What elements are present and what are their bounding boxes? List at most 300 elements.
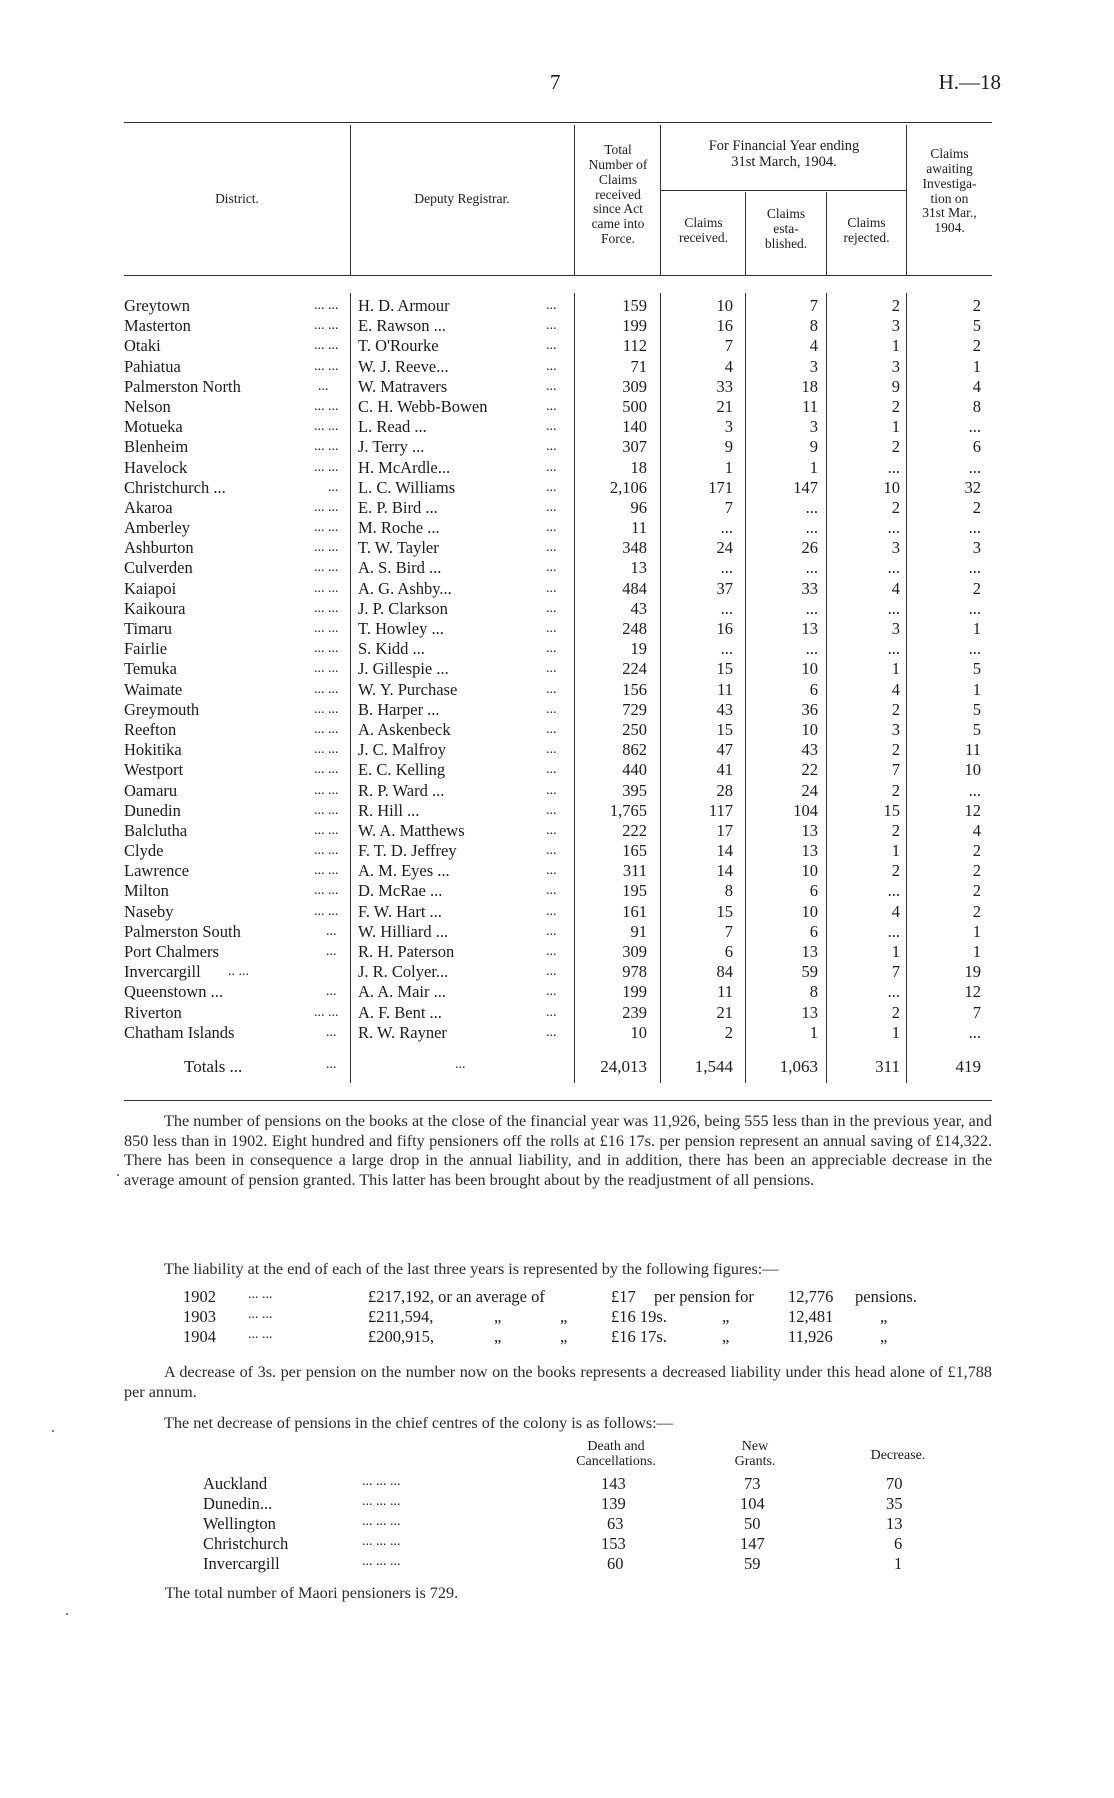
district-cell: Kaiapoi (124, 578, 177, 598)
header-established-line: esta- (773, 220, 799, 236)
leader-dots: ... (546, 1024, 557, 1040)
leader-dots: ... (546, 641, 557, 657)
registrar-cell: H. D. Armour (358, 296, 450, 315)
liability-count: 12,776 (788, 1287, 834, 1306)
registrar-cell: R. P. Ward ... (358, 780, 445, 800)
header-claims-received (662, 216, 745, 246)
grants-value: 73 (744, 1474, 761, 1493)
total-cell: 1,765 (609, 800, 647, 820)
district-cell: Dunedin (124, 800, 181, 820)
table-row (0, 478, 1114, 498)
total-cell: 250 (622, 719, 647, 739)
district-cell: Milton (124, 881, 169, 901)
received-cell: ... (720, 558, 733, 578)
leader-dots: ... (328, 479, 339, 495)
table-row (0, 357, 1114, 377)
leader-dots: ... (546, 681, 557, 697)
leader-dots: ... (546, 984, 557, 1000)
rejected-cell: 3 (891, 538, 900, 558)
awaiting-cell: ... (968, 518, 981, 538)
table-bottom-rule (124, 1100, 992, 1101)
district-cell: Chatham Islands (124, 1022, 235, 1042)
district-cell: Balclutha (124, 820, 188, 840)
rejected-cell: ... (887, 558, 900, 578)
leader-dots: ... (546, 479, 557, 495)
leader-dots: ... (546, 701, 557, 717)
received-cell: 7 (724, 921, 733, 941)
established-cell: 1 (809, 457, 818, 477)
total-cell: 165 (622, 841, 647, 861)
registrar-cell: E. P. Bird ... (358, 497, 438, 517)
established-cell: 13 (801, 841, 818, 861)
decrease-value: 6 (894, 1534, 903, 1553)
rejected-cell: 2 (891, 740, 900, 760)
established-cell: 7 (809, 296, 818, 315)
grants-value: 104 (740, 1494, 765, 1513)
leader-dots: ... ... (314, 298, 339, 313)
received-cell: 16 (716, 316, 733, 336)
liability-year: 1902 (183, 1287, 216, 1306)
awaiting-cell: 8 (972, 396, 981, 416)
registrar-cell: W. Hilliard ... (358, 921, 449, 941)
leader-dots: ... (546, 944, 557, 959)
totals-label: Totals ... (184, 1057, 243, 1076)
leader-dots: ... ... (314, 398, 339, 414)
received-cell: 2 (724, 1022, 733, 1042)
table-row (0, 861, 1114, 881)
table-row (0, 639, 1114, 659)
district-cell: Invercargill (124, 962, 201, 982)
registrar-cell: R. Hill ... (358, 800, 420, 820)
table-top-rule (124, 122, 992, 123)
decrease-value: 70 (886, 1474, 903, 1493)
total-cell: 395 (622, 780, 647, 800)
received-cell: 117 (708, 800, 733, 820)
liability-end: pensions. (855, 1287, 917, 1306)
ditto-mark: „ (560, 1327, 568, 1346)
awaiting-cell: 1 (972, 942, 981, 961)
registrar-cell: W. Matravers (358, 376, 448, 396)
header-claims-rejected (827, 216, 906, 246)
district-cell: Otaki (124, 336, 161, 356)
district-cell: Amberley (124, 518, 190, 538)
header-received-line: received. (678, 229, 729, 245)
awaiting-cell: 11 (965, 740, 981, 760)
rejected-cell: 2 (891, 497, 900, 517)
established-cell: ... (805, 639, 818, 659)
table-row (0, 760, 1114, 780)
table-header-rule (124, 275, 992, 276)
rejected-cell: 1 (891, 942, 900, 961)
leader-dots: ... ... (314, 681, 339, 697)
leader-dots: ... (546, 621, 557, 636)
liability-year: 1903 (183, 1307, 216, 1326)
received-cell: 84 (716, 962, 733, 982)
total-cell: 222 (622, 820, 647, 840)
received-cell: 16 (716, 619, 733, 638)
registrar-cell: W. J. Reeve... (358, 356, 449, 376)
leader-dots: ... (318, 378, 329, 394)
table-row (0, 377, 1114, 397)
leader-dots: ... ... (314, 560, 339, 576)
registrar-cell: B. Harper ... (358, 699, 440, 719)
awaiting-cell: 19 (964, 962, 981, 982)
rejected-cell: 1 (891, 1022, 900, 1042)
liability-average: £16 19s. (611, 1307, 667, 1326)
leader-dots: ... (546, 863, 557, 879)
established-cell: ... (805, 497, 818, 517)
header-claims-established (746, 207, 826, 252)
awaiting-cell: ... (968, 417, 981, 437)
grants-value: 50 (744, 1514, 761, 1533)
table-row (0, 962, 1114, 982)
district-cell: Fairlie (124, 639, 168, 659)
table-row (0, 720, 1114, 740)
district-cell: Oamaru (124, 780, 178, 800)
registrar-cell: W. Y. Purchase (358, 679, 458, 699)
rejected-cell: ... (887, 639, 900, 659)
received-cell: 24 (716, 538, 733, 558)
leader-dots: ... (546, 358, 557, 374)
table-row (0, 821, 1114, 841)
total-cell: 239 (622, 1002, 647, 1022)
rejected-cell: 1 (891, 659, 900, 679)
liability-row (0, 1307, 1114, 1327)
established-cell: 1 (809, 1022, 818, 1042)
district-cell: Motueka (124, 417, 183, 437)
header-awaiting-line: tion on (930, 190, 969, 206)
awaiting-cell: 2 (972, 861, 981, 881)
leader-dots: ... (546, 721, 557, 737)
leader-dots: ... (546, 459, 557, 475)
header-death-cancellations (556, 1439, 676, 1470)
awaiting-cell: 5 (972, 659, 981, 679)
header-total-line: Total (604, 142, 632, 157)
header-established-line: Claims (766, 206, 806, 221)
scan-speck (52, 1430, 54, 1432)
leader-dots: ... (546, 419, 557, 435)
leader-dots: ... ... (314, 802, 339, 818)
table-row (0, 1003, 1114, 1023)
rejected-cell: 1 (891, 417, 900, 437)
district-cell: Greymouth (124, 699, 200, 719)
ditto-mark: „ (722, 1307, 730, 1326)
leader-dots: ... ... ... (362, 1534, 401, 1549)
established-cell: 3 (809, 356, 818, 376)
leader-dots: ... ... (314, 903, 339, 919)
district-cell: Culverden (124, 558, 193, 578)
leader-dots: ... ... (314, 762, 339, 778)
ditto-mark: „ (880, 1327, 888, 1346)
decrease-value: 1 (894, 1554, 903, 1573)
header-total-line: came into (591, 216, 645, 232)
total-cell: 2,106 (609, 477, 647, 497)
leader-dots: ... ... (248, 1307, 273, 1322)
leader-dots: ... ... (314, 580, 339, 596)
registrar-cell: E. C. Kelling (358, 760, 446, 780)
district-cell: Palmerston South (124, 921, 241, 941)
total-cell: 156 (622, 679, 647, 699)
liability-count: 11,926 (788, 1327, 833, 1346)
established-cell: 33 (801, 578, 818, 598)
registrar-cell: A. A. Mair ... (358, 982, 446, 1002)
header-total-line: Number of (588, 156, 648, 172)
leader-dots: ... (546, 802, 557, 818)
header-fy-line: For Financial Year ending (708, 138, 860, 154)
table-row (0, 659, 1114, 679)
liability-count: 12,481 (788, 1307, 834, 1326)
district-cell: Naseby (124, 901, 174, 921)
awaiting-cell: 2 (972, 881, 981, 901)
total-cell: 161 (622, 901, 647, 921)
received-cell: ... (720, 598, 733, 618)
total-cell: 112 (622, 336, 647, 356)
rejected-cell: ... (887, 881, 900, 901)
total-cell: 309 (622, 942, 647, 961)
awaiting-cell: 2 (972, 901, 981, 921)
leader-dots: ... ... (314, 358, 339, 374)
registrar-cell: T. W. Tayler (358, 538, 439, 558)
awaiting-cell: ... (968, 1022, 981, 1042)
rejected-cell: ... (887, 598, 900, 618)
registrar-cell: L. C. Williams (358, 477, 456, 497)
established-cell: 59 (801, 962, 818, 982)
registrar-cell: R. H. Paterson (358, 942, 455, 961)
leader-dots: ... (546, 298, 557, 313)
leader-dots: ... ... (248, 1287, 273, 1302)
leader-dots: ... ... (314, 338, 339, 354)
rejected-cell: 4 (891, 679, 900, 699)
paragraph-pensions-on-books: The number of pensions on the books at the close of the financial year was 11,926, being 555 less than in the previous year, and 850 less than in 1902. Eight hundred and fifty pensioners off the rolls at £16 17s. per pension represent an annual saving of £14,322. There has been in consequence a large drop in the annual liability, and in addition, there has been an appreciable decrease in the average amount of pension granted. This latter has been brought about by the readjustment of all pensions. (124, 1112, 992, 1189)
fy-group-rule (660, 190, 906, 191)
totals-registrar: ... (455, 1057, 466, 1072)
leader-dots: ... ... (314, 439, 339, 455)
leader-dots: ... ... (314, 782, 339, 798)
registrar-cell: E. Rawson ... (358, 316, 446, 336)
table-row (0, 397, 1114, 417)
received-cell: 37 (716, 578, 733, 598)
awaiting-cell: 2 (972, 578, 981, 598)
leader-dots: ... (546, 338, 557, 354)
rejected-cell: 10 (883, 477, 900, 497)
rejected-cell: 3 (891, 619, 900, 638)
established-cell: 10 (801, 659, 818, 679)
registrar-cell: T. Howley ... (358, 619, 444, 638)
district-cell: Palmerston North (124, 376, 241, 396)
established-cell: 6 (809, 921, 818, 941)
col-divider-2-header (574, 125, 575, 275)
leader-dots: ... ... (314, 883, 339, 899)
document-code: H.—18 (938, 70, 1001, 94)
established-cell: 4 (809, 336, 818, 356)
leader-dots: ... (326, 1024, 337, 1040)
ditto-mark: „ (560, 1307, 568, 1326)
header-claims-awaiting (907, 147, 992, 236)
leader-dots: ... (546, 762, 557, 778)
district-cell: Ashburton (124, 538, 194, 558)
table-row (0, 336, 1114, 356)
awaiting-cell: 4 (972, 376, 981, 396)
paragraph-decrease: A decrease of 3s. per pension on the number now on the books represents a decreased liability under this head alone of £1,788 per annum. (124, 1363, 992, 1401)
established-cell: 13 (801, 820, 818, 840)
rejected-cell: 1 (891, 336, 900, 356)
leader-dots: ... ... (314, 621, 339, 636)
district-cell: Riverton (124, 1002, 182, 1022)
header-awaiting-line: 1904. (934, 220, 965, 236)
received-cell: 1 (724, 457, 733, 477)
total-cell: 13 (630, 558, 647, 578)
established-cell: 10 (801, 719, 818, 739)
deaths-value: 60 (607, 1554, 624, 1573)
established-cell: 6 (809, 679, 818, 699)
total-cell: 440 (622, 760, 647, 780)
leader-dots: ... (546, 883, 557, 899)
decrease-row (0, 1494, 1114, 1514)
ditto-mark: „ (494, 1307, 502, 1326)
header-total-line: Force. (600, 231, 636, 247)
total-cell: 159 (622, 296, 647, 315)
rejected-cell: 2 (891, 820, 900, 840)
col-divider-3-header (660, 125, 661, 275)
header-financial-year (662, 139, 906, 171)
awaiting-cell: 5 (972, 699, 981, 719)
rejected-cell: ... (887, 921, 900, 941)
deaths-value: 63 (607, 1514, 624, 1533)
totals-received: 1,544 (694, 1057, 733, 1076)
rejected-cell: 3 (891, 356, 900, 376)
established-cell: ... (805, 598, 818, 618)
table-row (0, 518, 1114, 538)
established-cell: 8 (809, 982, 818, 1002)
registrar-cell: L. Read ... (358, 417, 427, 437)
received-cell: 15 (716, 901, 733, 921)
established-cell: 13 (801, 619, 818, 638)
total-cell: 96 (630, 497, 647, 517)
table-row (0, 296, 1114, 316)
leader-dots: ... (326, 944, 337, 959)
total-cell: 862 (622, 740, 647, 760)
table-row (0, 1023, 1114, 1043)
table-row (0, 740, 1114, 760)
total-cell: 309 (622, 376, 647, 396)
leader-dots: ... ... (314, 1004, 339, 1020)
rejected-cell: ... (887, 982, 900, 1002)
header-district: District. (215, 191, 259, 206)
leader-dots: ... (546, 742, 557, 758)
awaiting-cell: ... (968, 598, 981, 618)
established-cell: 147 (793, 477, 818, 497)
total-cell: 11 (631, 518, 647, 538)
registrar-cell: A. F. Bent ... (358, 1002, 442, 1022)
awaiting-cell: 32 (964, 477, 981, 497)
leader-dots: ... ... (314, 540, 339, 556)
district-cell: Havelock (124, 457, 188, 477)
totals-awaiting: 419 (955, 1057, 981, 1076)
decrease-row (0, 1514, 1114, 1534)
registrar-cell: W. A. Matthews (358, 820, 465, 840)
header-awaiting-line: awaiting (926, 160, 973, 176)
rejected-cell: 3 (891, 719, 900, 739)
received-cell: 41 (716, 760, 733, 780)
leader-dots: ... (546, 782, 557, 798)
awaiting-cell: 1 (972, 619, 981, 638)
header-grants-line: Grants. (734, 1454, 776, 1470)
registrar-cell: J. C. Malfroy (358, 740, 446, 760)
leader-dots: ... ... ... (362, 1494, 401, 1509)
total-cell: 500 (622, 396, 647, 416)
ditto-mark: „ (722, 1327, 730, 1346)
leader-dots: ... ... ... (362, 1554, 401, 1569)
district-cell: Westport (124, 760, 184, 780)
received-cell: ... (720, 639, 733, 659)
rejected-cell: ... (887, 518, 900, 538)
total-cell: 195 (622, 881, 647, 901)
total-cell: 71 (630, 356, 647, 376)
liability-row (0, 1287, 1114, 1307)
received-cell: 21 (716, 396, 733, 416)
table-row (0, 417, 1114, 437)
awaiting-cell: 2 (972, 841, 981, 861)
leader-dots: ... ... (314, 641, 339, 657)
awaiting-cell: 5 (972, 316, 981, 336)
received-cell: 21 (716, 1002, 733, 1022)
table-row (0, 498, 1114, 518)
received-cell: 14 (716, 861, 733, 881)
table-row (0, 982, 1114, 1002)
registrar-cell: S. Kidd ... (358, 639, 425, 659)
leader-dots: ... (546, 903, 557, 919)
total-cell: 224 (622, 659, 647, 679)
received-cell: 17 (716, 820, 733, 840)
decrease-value: 35 (886, 1494, 903, 1513)
rejected-cell: 2 (891, 296, 900, 315)
leader-dots: ... ... (314, 520, 339, 536)
header-deaths-line: Cancellations. (576, 1454, 656, 1470)
deaths-value: 139 (601, 1494, 626, 1513)
leader-dots: ... ... (314, 459, 339, 475)
header-established-line: blished. (764, 235, 808, 251)
total-cell: 10 (630, 1022, 647, 1042)
table-row (0, 458, 1114, 478)
rejected-cell: 2 (891, 1002, 900, 1022)
awaiting-cell: ... (968, 639, 981, 659)
header-total-line: Claims (598, 171, 638, 187)
table-row (0, 902, 1114, 922)
table-row (0, 700, 1114, 720)
total-cell: 199 (622, 982, 647, 1002)
paragraph-net-decrease-intro: The net decrease of pensions in the chief centres of the colony is as follows:— (164, 1414, 673, 1432)
total-cell: 311 (622, 861, 647, 881)
table-row (0, 316, 1114, 336)
registrar-cell: J. P. Clarkson (358, 598, 448, 618)
received-cell: 4 (724, 356, 733, 376)
leader-dots: ... ... (314, 863, 339, 879)
established-cell: 18 (801, 376, 818, 396)
deaths-value: 153 (601, 1534, 626, 1553)
received-cell: 10 (716, 296, 733, 315)
awaiting-cell: ... (968, 457, 981, 477)
awaiting-cell: 10 (964, 760, 981, 780)
registrar-cell: D. McRae ... (358, 881, 443, 901)
awaiting-cell: ... (968, 780, 981, 800)
totals-rejected: 311 (875, 1057, 900, 1076)
received-cell: 15 (716, 719, 733, 739)
leader-dots: ... ... (314, 701, 339, 717)
leader-dots: ... (546, 822, 557, 838)
centre-name: Christchurch (203, 1534, 289, 1553)
scan-speck (117, 1174, 119, 1176)
awaiting-cell: 7 (972, 1002, 981, 1022)
